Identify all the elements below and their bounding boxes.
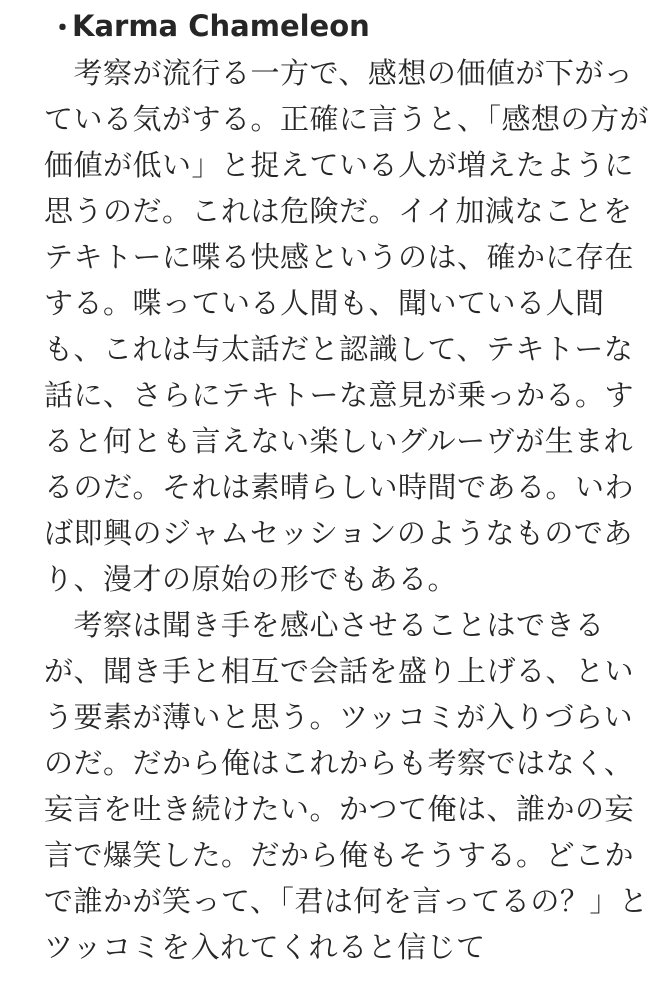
body-line: 話に、さらにテキトーな意見が乗っかる。す: [44, 378, 635, 412]
body-line: 言で爆笑した。だから俺もそうする。どこか: [44, 838, 635, 872]
body-line: ば即興のジャムセッションのようなものであ: [44, 516, 633, 550]
section-title: Karma Chameleon: [72, 9, 370, 43]
body-line: する。喋っている人間も、聞いている人間: [44, 286, 605, 320]
body-line: ツッコミを入れてくれると信じて: [44, 930, 486, 964]
body-line: も、これは与太話だと認識して、テキトーな: [44, 332, 634, 366]
body-line: 考察は聞き手を感心させることはできる: [44, 608, 605, 642]
body-line: 価値が低い」と捉えている人が増えたように: [44, 148, 635, 182]
body-line: のだ。だから俺はこれからも考察ではなく、: [44, 746, 634, 780]
body-line: るのだ。それは素晴らしい時間である。いわ: [44, 470, 635, 504]
body-line: り、漫才の原始の形でもある。: [44, 562, 458, 596]
body-line: が、聞き手と相互で会話を盛り上げる、とい: [44, 654, 635, 688]
bullet-mark: ・: [48, 10, 78, 45]
body-line: う要素が薄いと思う。ツッコミが入りづらい: [44, 700, 634, 734]
section-heading: [48, 4, 370, 48]
body-line: ている気がする。正確に言うと、「感想の方が: [44, 102, 650, 136]
body-line: 思うのだ。これは危険だ。イイ加減なことを: [44, 194, 633, 228]
body-line: 妄言を吐き続けたい。かつて俺は、誰かの妄: [44, 792, 635, 826]
body-line: 考察が流行る一方で、感想の価値が下がっ: [44, 56, 634, 90]
body-line: テキトーに喋る快感というのは、確かに存在: [44, 240, 635, 274]
body-line: ると何とも言えない楽しいグルーヴが生まれ: [44, 424, 634, 458]
body-line: で誰かが笑って、「君は何を言ってるの？」と: [44, 884, 649, 918]
